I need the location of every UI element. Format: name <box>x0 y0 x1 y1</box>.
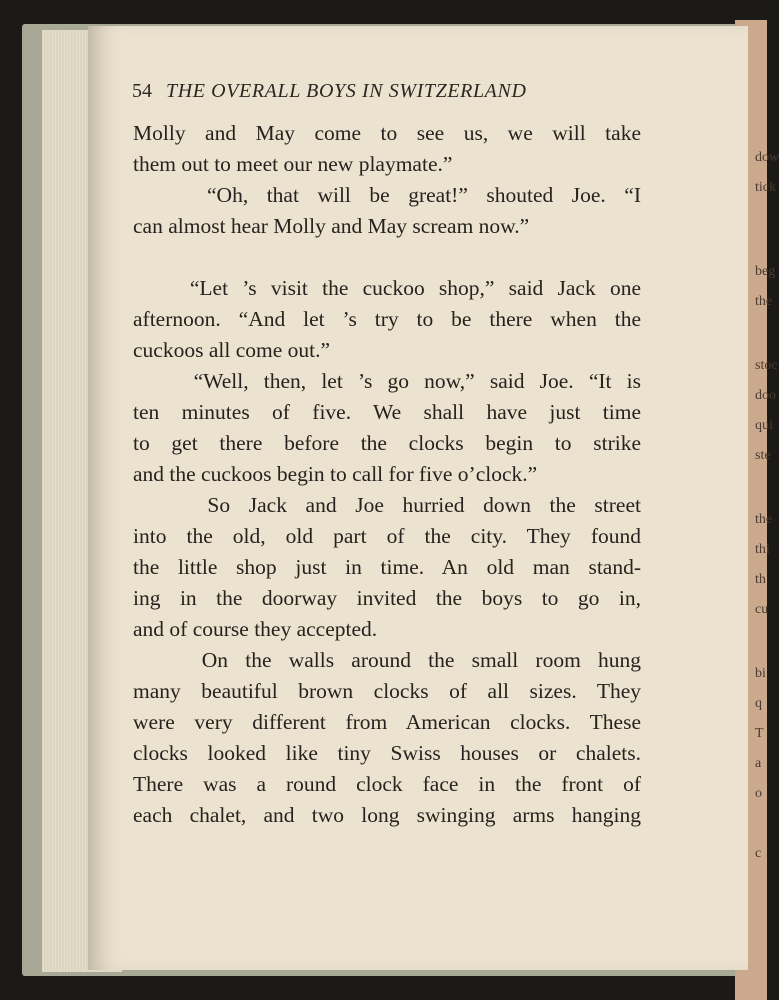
text-line: Molly and May come to see us, we will take <box>133 121 641 145</box>
next-page-fragment: a <box>755 756 762 771</box>
page-number: 54 <box>132 80 152 102</box>
next-page-fragment: qui <box>755 418 773 433</box>
text-line: ing in the doorway invited the boys to go in, <box>133 586 641 610</box>
text-line: and of course they accepted. <box>133 617 378 641</box>
next-page-fragment: dow <box>755 150 779 165</box>
next-page-fragment: th <box>755 572 766 587</box>
next-page-fragment: beg <box>755 264 776 279</box>
paragraph-gap <box>133 242 641 273</box>
next-page-fragment: ste <box>755 448 771 463</box>
text-line: “Oh, that will be great!” shouted Joe. “I <box>133 183 641 207</box>
next-page-fragment: q <box>755 696 762 711</box>
next-page-fragment: doo <box>755 388 776 403</box>
text-line: So Jack and Joe hurried down the street <box>133 493 641 517</box>
text-line: afternoon. “And let ’s try to be there when the <box>133 307 641 331</box>
next-page-fragment: stoc <box>755 358 778 373</box>
next-page-fragment: the <box>755 512 773 527</box>
text-line: “Well, then, let ’s go now,” said Joe. “It is <box>133 369 641 393</box>
text-line: cuckoos all come out.” <box>133 338 331 362</box>
text-line: each chalet, and two long swinging arms hanging <box>133 803 641 827</box>
text-line: There was a round clock face in the front of <box>133 772 641 796</box>
text-line: ten minutes of five. We shall have just time <box>133 400 641 424</box>
text-line: were very different from American clocks. These <box>133 710 641 734</box>
next-page-fragment: T <box>755 726 764 741</box>
text-line: to get there before the clocks begin to strike <box>133 431 641 455</box>
next-page-fragment: c <box>755 846 762 861</box>
next-page-fragment: the <box>755 294 773 309</box>
next-page-fragment: bi <box>755 666 766 681</box>
text-line: clocks looked like tiny Swiss houses or chalets. <box>133 741 641 765</box>
next-page-fragment: thi <box>755 542 770 557</box>
text-line: On the walls around the small room hung <box>133 648 641 672</box>
text-line: them out to meet our new playmate.” <box>133 152 453 176</box>
next-page-fragment: tick <box>755 180 776 195</box>
text-line: many beautiful brown clocks of all sizes. They <box>133 679 641 703</box>
text-line: can almost hear Molly and May scream now.” <box>133 214 530 238</box>
text-line: “Let ’s visit the cuckoo shop,” said Jack one <box>133 276 641 300</box>
text-line: the little shop just in time. An old man stand- <box>133 555 641 579</box>
running-title: THE OVERALL BOYS IN SWITZERLAND <box>166 80 527 102</box>
page-body <box>133 118 641 831</box>
text-line: and the cuckoos begin to call for five o’clock.” <box>133 462 538 486</box>
next-page-fragment: o <box>755 786 762 801</box>
next-page-fragment: cu <box>755 602 769 617</box>
page-header <box>132 80 610 103</box>
text-line: into the old, old part of the city. They found <box>133 524 641 548</box>
